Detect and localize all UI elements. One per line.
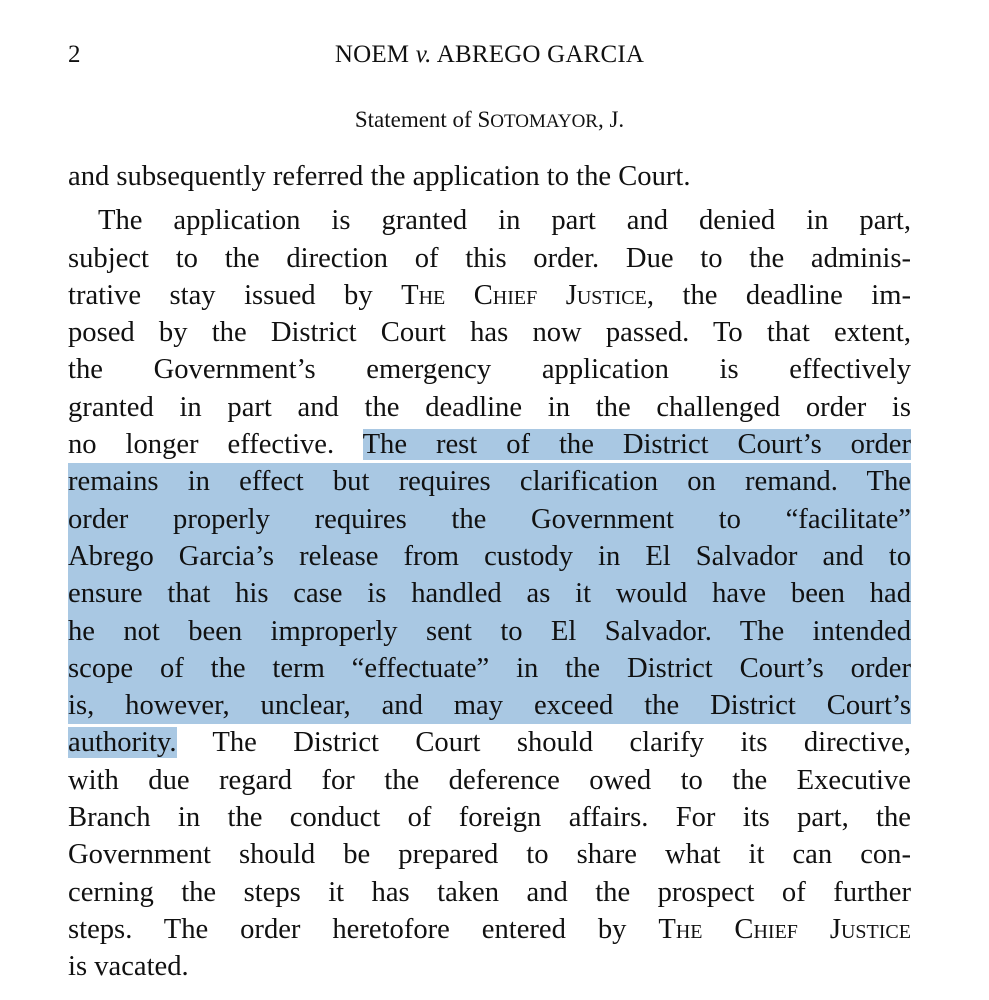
case-title [68,38,911,72]
paragraph-2-line-14-highlighted[interactable] [68,687,911,724]
text-run: no longer effective. [68,429,363,461]
paragraph-2-line-7 [68,426,911,463]
paragraph-2-line-19 [68,874,911,911]
statement-line [68,104,911,138]
case-title-right: ABREGO GARCIA [436,41,645,68]
paragraph-2-line-4 [68,314,911,351]
highlighted-text[interactable]: Abrego Garcia’s release from custody in El Salvador and to [68,540,911,572]
paragraph-2-line-12-highlighted[interactable] [68,613,911,650]
highlighted-text[interactable]: remains in effect but requires clarification on remand. The [68,466,911,498]
paragraph-2-line-13-highlighted[interactable] [68,650,911,687]
paragraph-2-line-21 [68,948,911,985]
highlighted-text[interactable]: ensure that his case is handled as it would have been had [68,578,911,610]
paragraph-1-line-1 [68,158,911,195]
paragraph-2-line-11-highlighted[interactable] [68,575,911,612]
highlighted-text[interactable]: scope of the term “effectuate” in the District Court’s order [68,652,911,684]
text-run: posed by the District Court has now passed. To that extent, [68,317,911,349]
highlighted-text[interactable]: order properly requires the Government to “facilitate” [68,503,911,535]
statement-suffix: , J. [597,107,625,132]
highlighted-text[interactable]: is, however, unclear, and may exceed the District Court’s [68,690,911,722]
text-run: The application is granted in part and denied in part, [98,205,911,237]
text-run: subject to the direction of this order. Due to the adminis- [68,242,911,274]
paragraph-2-line-9-highlighted[interactable] [68,501,911,538]
paragraph-2-line-5 [68,351,911,388]
highlighted-text[interactable]: The rest of the District Court’s order [362,429,911,461]
case-title-left: NOEM [334,41,410,68]
opinion-body [68,158,911,986]
text-run: Government should be prepared to share what it can con- [68,839,911,871]
text-run: is vacated. [68,951,189,983]
highlighted-text[interactable]: authority. [68,727,177,759]
paragraph-2-line-17 [68,799,911,836]
chief-justice-smallcaps: The Chief Justice [401,279,647,311]
justice-name: OTOMAYOR [490,111,598,132]
paragraph-2-line-10-highlighted[interactable] [68,538,911,575]
text-run: the Government’s emergency application is effectively [68,354,911,386]
paragraph-2-line-18 [68,836,911,873]
text-run: trative stay issued by [68,279,402,311]
chief-justice-smallcaps: The Chief Justice [658,913,911,945]
text-run: cerning the steps it has taken and the prospect of further [68,876,911,908]
page-header [68,38,911,72]
case-title-versus: v. [415,41,432,68]
text-run: with due regard for the deference owed to the Executive [68,764,911,796]
justice-initial: S [477,107,491,132]
paragraph-2-line-1 [68,202,911,239]
paragraph-2-line-16 [68,762,911,799]
text-run: granted in part and the deadline in the challenged order is [68,391,911,423]
paragraph-2-line-20 [68,911,911,948]
statement-prefix: Statement of [354,107,478,132]
paragraph-2-line-8-highlighted[interactable] [68,463,911,500]
text-run: Branch in the conduct of foreign affairs. For its part, the [68,802,911,834]
paragraph-2-line-2 [68,240,911,277]
paragraph-2-line-6 [68,389,911,426]
text-run: , the deadline im- [646,279,911,311]
text-run: and subsequently referred the application to the Court. [68,161,691,192]
highlighted-text[interactable]: he not been improperly sent to El Salvador. The intended [68,615,911,647]
page-number: 2 [68,41,81,68]
paragraph-2-line-3 [68,277,911,314]
paragraph-2-line-15 [68,724,911,761]
text-run: steps. The order heretofore entered by [68,913,659,945]
text-run: The District Court should clarify its directive, [176,727,911,759]
